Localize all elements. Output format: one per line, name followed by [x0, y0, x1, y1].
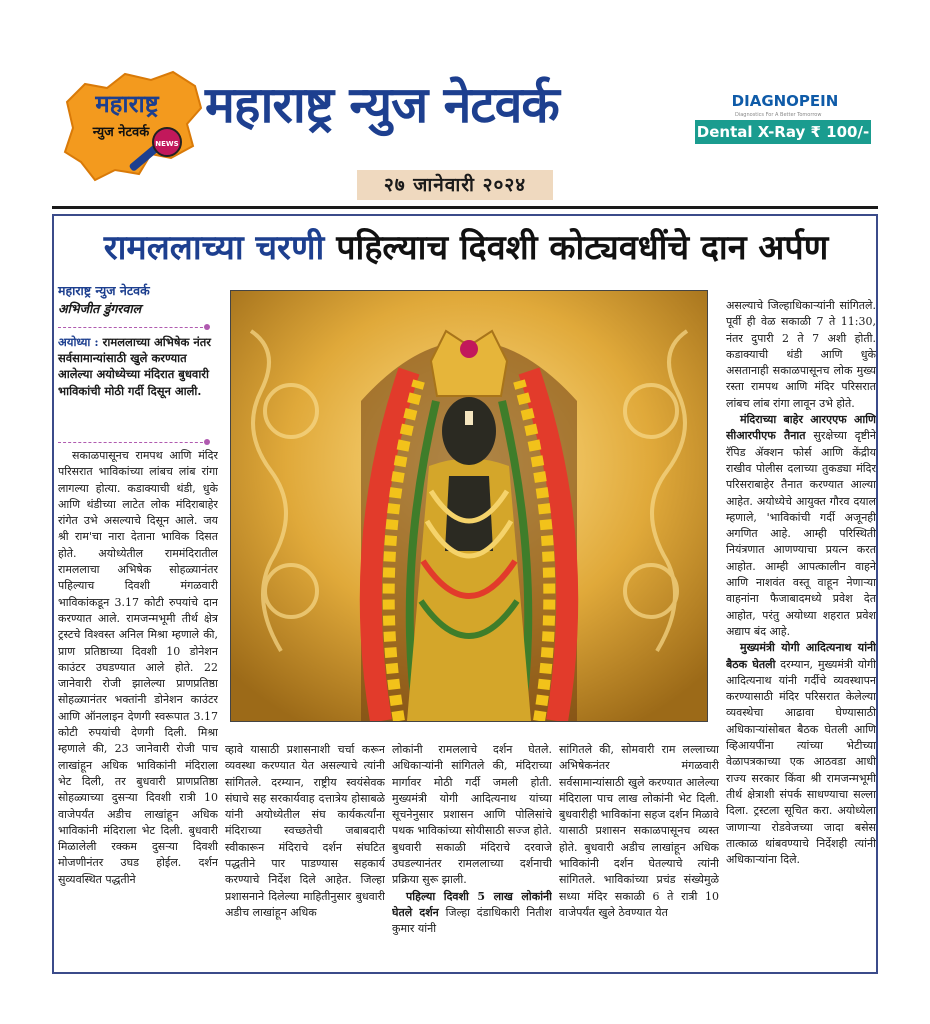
svg-text:NEWS: NEWS	[155, 140, 179, 148]
logo-text-line1: महाराष्ट्र	[95, 90, 159, 118]
column-5-text-3: दरम्यान, मुख्यमंत्री योगी आदित्यनाथ यांनी गर्दीचे व्यवस्थापन करण्यासाठी मंदिर परिसरात केलेल्या व्यवस्थेचा आढावा घेण्यासाठी अधिकाऱ्यांसोबत बैठक घेतली आणि व्हिआयपींना त्यांच्या भेटीच्या वेळापत्रकाच्या एक आठवडा आधी राज्य सरकार किंवा श्री रामजन्मभूमी तीर्थ क्षेत्राशी संपर्क साधण्याचा सल्ला दिला. ट्रस्टला सूचित करा. अयोध्येला जाणाऱ्या रोडवेजच्या जादा बसेस तात्काळ थांबवण्याचे निर्देशही त्यांनी अधिकाऱ्यांना दिले.	[726, 657, 876, 867]
headline-part1: रामललाच्या चरणी	[103, 228, 325, 268]
ad-brand: DIAGNOPEIN	[731, 92, 839, 110]
ad-offer: Dental X-Ray ₹ 100/-	[695, 120, 871, 144]
column-1-text: सकाळपासूनच रामपथ आणि मंदिर परिसरात भाविकांच्या लांबच लांब रांगा लागल्या होत्या. कडाक्याची थंडी, धुके आणि थंडीच्या लाटेत लोक मंदिराबाहेर रांगेत उभे असल्याचे दिसून आले. जय श्री राम'चा नारा देताना भाविक दिसत होते. अयोध्येतील राममंदिरातील रामललाचा अभिषेक सोहळ्यानंतर पहिल्याच दिवशी मंगळवारी भाविकांकडून 3.17 कोटी रुपयांचे दान करण्यात आले. रामजन्मभूमी तीर्थ क्षेत्र ट्रस्टचे विश्वस्त अनिल मिश्रा म्हणाले की, प्राण प्रतिष्ठाच्या दिवशी 10 डोनेशन काउंटर उघडण्यात आले होते. 22 जानेवारी रोजी झालेल्या प्राणप्रतिष्ठा सोहळ्यानंतर भक्तांनी डोनेशन काउंटर आणि ऑनलाइन देणगी स्वरूपात 3.17 कोटी रुपयांची देणगी दिली. मिश्रा म्हणाले की, 23 जानेवारी रोजी पाच लाखांहून अधिक भाविकांनी मंदिराला भेट दिली, तर बुधवारी प्राणप्रतिष्ठा सोहळ्याच्या दुसऱ्या दिवशी रात्री 10 वाजेपर्यंत अडीच लाखांहून अधिक भाविकांनी मंदिराला भेट दिली. बुधवारी मिळालेली रक्कम दुसऱ्या दिवशी मोजणीनंतर उघड होईल. दर्शन सुव्यवस्थित पद्धतीने	[58, 449, 218, 886]
article-column-4	[559, 742, 719, 964]
headline-part2: पहिल्याच दिवशी कोट्यवधींचे दान अर्पण	[336, 228, 829, 268]
ad-tagline: Diagnostics For A Better Tomorrow	[735, 112, 822, 118]
header-rule	[52, 206, 878, 209]
column-4-text: सांगितले की, सोमवारी राम लल्लाच्या अभिषेकनंतर मंगळवारी सर्वसामान्यांसाठी खुले करण्यात आलेल्या मंदिराला पाच लाख लोकांनी भेट दिली. बुधवारीही भाविकांना सहज दर्शन मिळावे यासाठी प्रशासन सकाळपासूनच व्यस्त होते. बुधवारी अडीच लाखांहून अधिक भाविकांनी दर्शन घेतल्याचे त्यांनी सांगितले. भाविकांच्या प्रचंड संख्येमुळे सध्या मंदिर सकाळी 6 ते रात्री 10 वाजेपर्यंत खुले ठेवण्यात येत	[559, 743, 719, 919]
subheading-cm-meeting: मुख्यमंत्री योगी आदित्यनाथ यांनी बैठक घेतली	[726, 641, 876, 671]
divider	[58, 327, 208, 329]
advertisement[interactable]	[695, 92, 875, 152]
issue-date: २७ जानेवारी २०२४	[357, 170, 553, 200]
column-5-text-1: असल्याचे जिल्हाधिकाऱ्यांनी सांगितले. पूर्वी ही वेळ सकाळी 7 ते 11:30, नंतर दुपारी 2 ते 7 अशी होती. कडाक्याची थंडी आणि धुके असतानाही सकाळपासूनच लोक मुख्य रस्ता रामपथ आणि मंदिर परिसरात लांबच लांब रांगा लावून उभे होते.	[726, 299, 876, 410]
article-photo	[222, 282, 717, 730]
article-column-1	[58, 448, 218, 964]
logo-text-line2: न्युज नेटवर्क	[92, 125, 150, 140]
article-lead	[58, 334, 218, 399]
article-column-3	[392, 742, 552, 964]
article-column-5	[726, 298, 876, 964]
byline-org: महाराष्ट्र न्युज नेटवर्क	[58, 283, 150, 298]
column-3-text: लोकांनी रामललाचे दर्शन घेतले. अधिकाऱ्यांनी सांगितले की, मंदिराच्या मार्गावर मोठी गर्दी जमली होती. मुख्यमंत्री योगी आदित्यनाथ यांच्या सूचनेनुसार प्रशासन आणि पोलिसांचे पथक भाविकांच्या सोयीसाठी सज्ज होते. बुधवारी सकाळी मंदिराचे दरवाजे उघडल्यानंतर रामललाच्या दर्शनाची प्रक्रिया सुरू झाली.	[392, 743, 552, 887]
column-3-after: जिल्हा दंडाधिकारी नितीश कुमार यांनी	[392, 905, 552, 936]
column-5-text-2: सुरक्षेच्या दृष्टीने रॅपिड ॲक्शन फोर्स आणि केंद्रीय राखीव पोलीस दलाच्या तुकड्या मंदिर परिसराबाहेर तैनात करण्यात आल्या आहेत. अयोध्येचे आयुक्त गौरव दयाल म्हणाले, 'भाविकांची गर्दी अजूनही अगणित आहे. आम्ही परिस्थिती नियंत्रणात आणण्याचा प्रयत्न करत आहोत. आम्ही आपत्कालीन वाहने आणि नाशवंत वस्तू वाहून नेणाऱ्या वाहनांना फैजाबादमध्ये प्रवेश देत आहोत, परंतु अयोध्या शहरात प्रवेश अद्याप बंद आहे.	[726, 429, 876, 638]
subheading-darshan: पहिल्या दिवशी 5 लाख लोकांनी घेतले दर्शन	[392, 889, 552, 919]
masthead-title: महाराष्ट्र न्युज नेटवर्क	[205, 76, 559, 134]
subheading-security: मंदिराच्या बाहेर आरएएफ आणि सीआरपीएफ तैनात	[726, 413, 876, 443]
dateline-place: अयोध्या :	[58, 335, 99, 349]
article-headline	[60, 222, 872, 274]
column-2-text: व्हावे यासाठी प्रशासनाशी चर्चा करून व्यवस्था करण्यात येत असल्याचे त्यांनी सांगितले. दरम्यान, राष्ट्रीय स्वयंसेवक संघाचे सह सरकार्यवाह दत्तात्रेय होसाबळे यांनी अयोध्येतील संघ कार्यकर्त्यांना मंदिराच्या स्वच्छतेची जबाबदारी स्वीकारून मंदिराचे दर्शन संघटित पद्धतीने पार पाडण्यास सहकार्य करण्याचे निर्देश दिले आहेत. जिल्हा प्रशासनाने दिलेल्या माहितीनुसार बुधवारी अडीच लाखांहून अधिक	[225, 743, 385, 919]
byline	[58, 282, 218, 318]
divider	[58, 442, 208, 444]
byline-author: अभिजीत डुंगरवाल	[58, 301, 142, 316]
newspaper-logo	[55, 62, 205, 190]
lead-text: रामललाच्या अभिषेक नंतर सर्वसामान्यांसाठी खुले करण्यात आलेल्या अयोध्येच्या मंदिरात बुधवारी भाविकांची मोठी गर्दी दिसून आली.	[58, 335, 211, 398]
article-column-2	[225, 742, 385, 964]
